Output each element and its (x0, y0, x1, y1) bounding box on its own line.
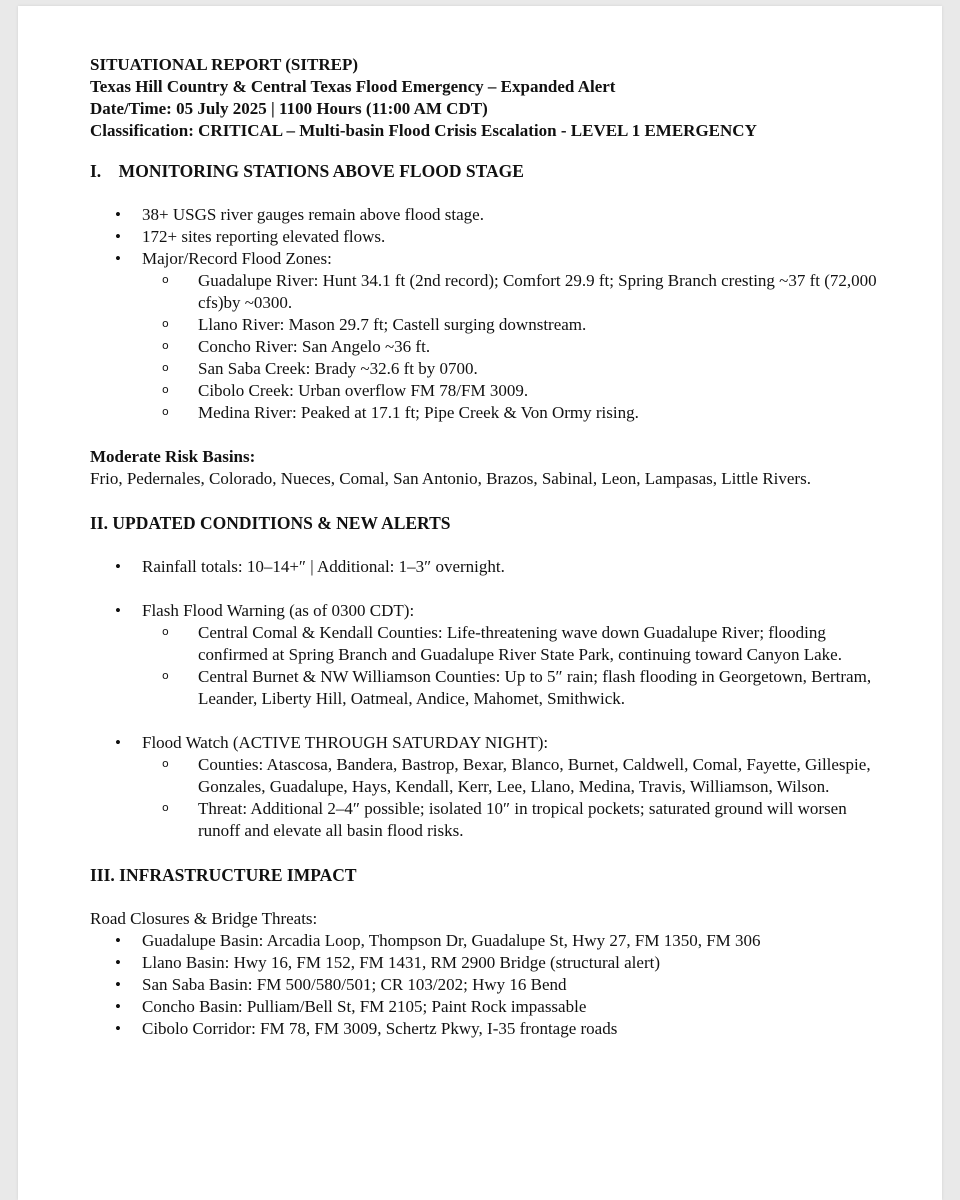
section-1-list (90, 204, 890, 424)
list-item: o Central Burnet & NW Williamson Counties: Up to 5″ rain; flash flooding in Georgetown, Bertram, Leander, Liberty Hill, Oatmeal, Andice, Mahomet, Smithwick. (142, 666, 890, 710)
list-item-label: Flash Flood Warning (as of 0300 CDT): (142, 601, 415, 620)
list-item: • Cibolo Corridor: FM 78, FM 3009, Schertz Pkwy, I-35 frontage roads (90, 1018, 890, 1040)
list-item: • Concho Basin: Pulliam/Bell St, FM 2105; Paint Rock impassable (90, 996, 890, 1018)
list-item: • 172+ sites reporting elevated flows. (90, 226, 890, 248)
flash-flood-list (142, 622, 890, 710)
list-item: o Medina River: Peaked at 17.1 ft; Pipe Creek & Von Ormy rising. (142, 402, 890, 424)
flood-zones-list (142, 270, 890, 424)
list-item: o Counties: Atascosa, Bandera, Bastrop, Bexar, Blanco, Burnet, Caldwell, Comal, Fayette, Gillespie, Gonzales, Guadalupe, Hays, Kendall, Kerr, Lee, Llano, Medina, Travis, Williamson, Wilson. (142, 754, 890, 798)
list-item: • Rainfall totals: 10–14+″ | Additional: 1–3″ overnight. (90, 556, 890, 578)
list-item: o Cibolo Creek: Urban overflow FM 78/FM 3009. (142, 380, 890, 402)
road-closures-intro: Road Closures & Bridge Threats: (90, 909, 318, 928)
list-item: o Guadalupe River: Hunt 34.1 ft (2nd record); Comfort 29.9 ft; Spring Branch cresting ~37 ft (72,000 cfs)by ~0300. (142, 270, 890, 314)
list-item: o San Saba Creek: Brady ~32.6 ft by 0700. (142, 358, 890, 380)
moderate-risk-heading: Moderate Risk Basins: (90, 447, 256, 466)
flood-watch-list (142, 754, 890, 842)
list-item: • San Saba Basin: FM 500/580/501; CR 103/202; Hwy 16 Bend (90, 974, 890, 996)
sitrep-content (90, 54, 890, 1040)
list-item: • Guadalupe Basin: Arcadia Loop, Thompson Dr, Guadalupe St, Hwy 27, FM 1350, FM 306 (90, 930, 890, 952)
road-closures-list (90, 930, 890, 1040)
list-item (90, 600, 890, 710)
report-subtitle: Texas Hill Country & Central Texas Flood Emergency – Expanded Alert (90, 77, 616, 96)
section-3-heading: III. INFRASTRUCTURE IMPACT (90, 865, 357, 885)
section-1-heading: I. MONITORING STATIONS ABOVE FLOOD STAGE (90, 161, 524, 181)
section-2-heading: II. UPDATED CONDITIONS & NEW ALERTS (90, 513, 451, 533)
list-item (90, 248, 890, 424)
report-datetime: Date/Time: 05 July 2025 | 1100 Hours (11:00 AM CDT) (90, 99, 488, 118)
moderate-risk-text: Frio, Pedernales, Colorado, Nueces, Comal, San Antonio, Brazos, Sabinal, Leon, Lampasas, Little Rivers. (90, 469, 811, 488)
list-item: o Central Comal & Kendall Counties: Life-threatening wave down Guadalupe River; flooding confirmed at Spring Branch and Guadalupe River State Park, continuing toward Canyon Lake. (142, 622, 890, 666)
list-item: • 38+ USGS river gauges remain above flood stage. (90, 204, 890, 226)
list-item: o Concho River: San Angelo ~36 ft. (142, 336, 890, 358)
list-item-label: Major/Record Flood Zones: (142, 249, 332, 268)
list-item-label: Flood Watch (ACTIVE THROUGH SATURDAY NIGHT): (142, 733, 549, 752)
report-classification: Classification: CRITICAL – Multi-basin Flood Crisis Escalation - LEVEL 1 EMERGENCY (90, 121, 757, 140)
section-2-list (90, 556, 890, 842)
list-item: • Llano Basin: Hwy 16, FM 152, FM 1431, RM 2900 Bridge (structural alert) (90, 952, 890, 974)
document-page (18, 6, 942, 1200)
list-item: o Threat: Additional 2–4″ possible; isolated 10″ in tropical pockets; saturated ground will worsen runoff and elevate all basin flood risks. (142, 798, 890, 842)
list-item: o Llano River: Mason 29.7 ft; Castell surging downstream. (142, 314, 890, 336)
report-title: SITUATIONAL REPORT (SITREP) (90, 55, 358, 74)
list-item (90, 732, 890, 842)
